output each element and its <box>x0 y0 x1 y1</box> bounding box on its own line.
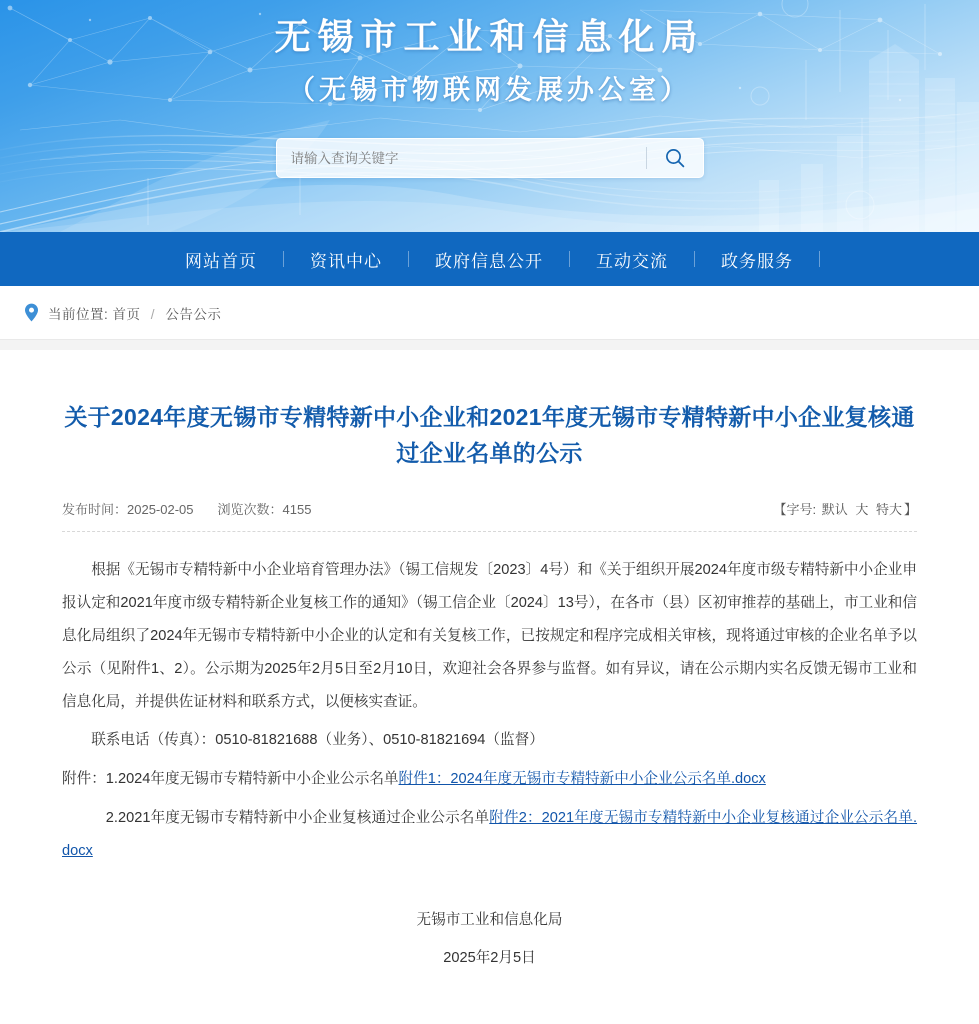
font-size-label: 【字号: <box>773 502 817 518</box>
article-signature <box>62 902 917 978</box>
page-background <box>0 340 979 1004</box>
view-count <box>218 499 312 518</box>
search-box <box>276 138 704 178</box>
attachment-2-label: 2.2021年度无锡市专精特新中小企业复核通过企业公示名单 <box>105 810 490 827</box>
attachment-1-label: 附件：1.2024年度无锡市专精特新中小企业公示名单 <box>62 771 399 788</box>
font-size-default[interactable]: 默认 <box>821 502 848 518</box>
font-size-control <box>773 499 917 518</box>
signature-date: 2025年2月5日 <box>443 949 536 966</box>
nav-separator <box>819 251 820 267</box>
search-icon <box>664 147 686 169</box>
publish-time <box>62 499 194 518</box>
nav-item-home[interactable]: 网站首页 <box>185 251 257 271</box>
attachment-1-link[interactable]: 附件1：2024年度无锡市专精特新中小企业公示名单.docx <box>398 771 766 788</box>
site-banner <box>0 0 979 232</box>
article-paragraph-contact: 联系电话（传真）：0510-81821688（业务）、0510-81821694（监督） <box>91 732 544 749</box>
breadcrumb-prefix: 当前位置: <box>48 306 109 322</box>
attachment-2-link[interactable]: 附件2：2021年度无锡市专精特新中小企业复核通过企业公示名单.docx <box>62 810 918 859</box>
article-card <box>0 350 979 1004</box>
view-count-value: 4155 <box>282 502 312 518</box>
view-count-label: 浏览次数： <box>217 502 283 518</box>
signature-organization: 无锡市工业和信息化局 <box>416 911 563 928</box>
publish-time-value: 2025-02-05 <box>127 502 194 518</box>
page-title: 关于2024年度无锡市专精特新中小企业和2021年度无锡市专精特新中小企业复核通过企业名单的公示 <box>64 404 915 466</box>
site-subtitle: （无锡市物联网发展办公室） <box>288 75 691 105</box>
breadcrumb-text <box>48 303 221 323</box>
article-paragraph-1: 根据《无锡市专精特新中小企业培育管理办法》（锡工信规发〔2023〕4号）和《关于组织开展2024年度市级专精特新中小企业申报认定和2021年度市级专精特新企业复核工作的通知》（锡工信企业〔2024〕13号），在各市（县）区初审推荐的基础上，市工业和信息化局组织了2024年无锡市专精特新中小企业的认定和有关复核工作，已按规定和程序完成相关审核，现将通过审核的企业名单予以公示（见附件1、2）。公示期为2025年2月5日至2月10日，欢迎社会各界参与监督。如有异议，请在公示期内实名反馈无锡市工业和信息化局，并提供佐证材料和联系方式，以便核实查证。 <box>62 562 917 710</box>
font-size-xlarge[interactable]: 特大 <box>875 502 902 518</box>
search-input[interactable] <box>277 139 646 177</box>
font-size-suffix: 】 <box>903 502 917 518</box>
attachment-line-1 <box>62 763 917 796</box>
publish-time-label: 发布时间： <box>62 502 128 518</box>
article-body <box>62 532 917 977</box>
banner-title-group <box>0 14 979 107</box>
nav-item-services[interactable]: 政务服务 <box>721 251 793 271</box>
article-meta <box>62 499 917 532</box>
attachment-line-2 <box>62 802 917 868</box>
search-button[interactable] <box>647 139 703 177</box>
article-meta-left <box>62 499 311 518</box>
location-pin-icon <box>24 303 39 322</box>
nav-list <box>159 247 820 272</box>
main-navigation <box>0 232 979 286</box>
site-title: 无锡市工业和信息化局 <box>274 16 705 57</box>
breadcrumb-link-home[interactable]: 首页 <box>112 306 141 322</box>
font-size-large[interactable]: 大 <box>855 502 869 518</box>
nav-item-gov-info[interactable]: 政府信息公开 <box>435 251 543 271</box>
breadcrumb-separator: / <box>150 306 156 322</box>
nav-item-interaction[interactable]: 互动交流 <box>596 251 668 271</box>
breadcrumb <box>0 286 979 340</box>
breadcrumb-current: 公告公示 <box>165 306 222 322</box>
site-search <box>276 138 704 178</box>
nav-item-news[interactable]: 资讯中心 <box>310 251 382 271</box>
